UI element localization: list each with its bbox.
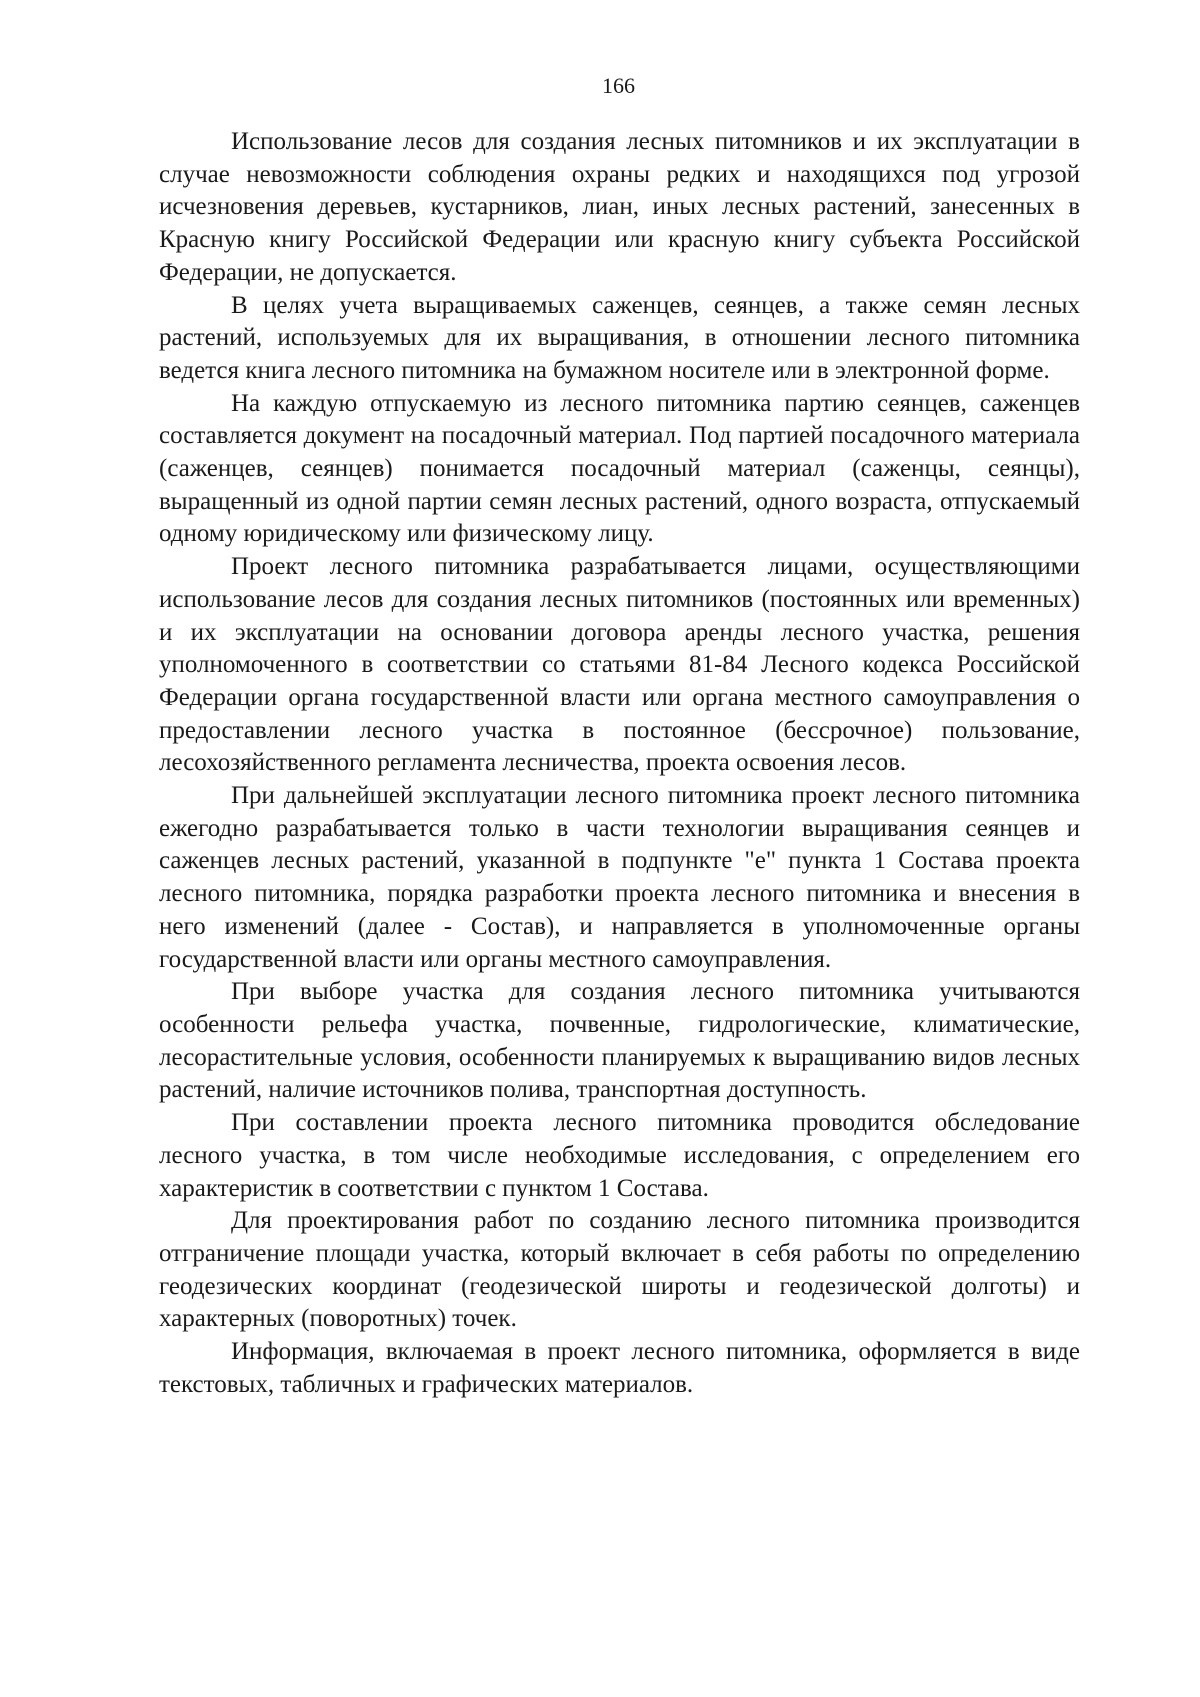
paragraph-site-selection: При выборе участка для создания лесного питомника учитываются особенности рельефа участка, почвенные, гидрологические, климатические, лесорастительные условия, особенности планируемых к выращиванию видов лесных растений, наличие источников полива, транспортная доступность.	[159, 978, 1080, 1104]
paragraph-nursery-project-developers: Проект лесного питомника разрабатывается лицами, осуществляющими использование лесов для создания лесных питомников (постоянных или временных) и их эксплуатации на основании договора аренды лесного участка, решения уполномоченного в соответствии со статьями 81-84 Лесного кодекса Российской Федерации органа государственной власти или органа местного самоуправления о предоставлении лесного участка в постоянное (бессрочное) пользование, лесохозяйственного регламента лесничества, проекта освоения лесов.	[159, 553, 1080, 777]
document-body	[159, 126, 1080, 1401]
paragraph-area-delimitation: Для проектирования работ по созданию лесного питомника производится отграничение площади участка, который включает в себя работы по определению геодезических координат (геодезической широты и геодезической долготы) и характерных (поворотных) точек.	[159, 1207, 1080, 1333]
paragraph-forest-use-restriction: Использование лесов для создания лесных питомников и их эксплуатации в случае невозможности соблюдения охраны редких и находящихся под угрозой исчезновения деревьев, кустарников, лиан, иных лесных растений, занесенных в Красную книгу Российской Федерации или красную книгу субъекта Российской Федерации, не допускается.	[159, 128, 1080, 286]
paragraph-site-survey: При составлении проекта лесного питомника проводится обследование лесного участка, в том числе необходимые исследования, с определением его характеристик в соответствии с пунктом 1 Состава.	[159, 1109, 1080, 1202]
page-number: 166	[602, 73, 635, 98]
paragraph-planting-material-document: На каждую отпускаемую из лесного питомника партию сеянцев, саженцев составляется документ на посадочный материал. Под партией посадочного материала (саженцев, сеянцев) понимается посадочный материал (саженцы, сеянцы), выращенный из одной партии семян лесных растений, одного возраста, отпускаемый одному юридическому или физическому лицу.	[159, 389, 1080, 548]
paragraph-annual-project-update: При дальнейшей эксплуатации лесного питомника проект лесного питомника ежегодно разрабатывается только в части технологии выращивания сеянцев и саженцев лесных растений, указанной в подпункте "е" пункта 1 Состава проекта лесного питомника, порядка разработки проекта лесного питомника и внесения в него изменений (далее - Состав), и направляется в уполномоченные органы государственной власти или органы местного самоуправления.	[159, 782, 1080, 973]
paragraph-nursery-book: В целях учета выращиваемых саженцев, сеянцев, а также семян лесных растений, используемых для их выращивания, в отношении лесного питомника ведется книга лесного питомника на бумажном носителе или в электронной форме.	[159, 291, 1080, 384]
paragraph-project-materials: Информация, включаемая в проект лесного питомника, оформляется в виде текстовых, табличных и графических материалов.	[159, 1338, 1080, 1398]
